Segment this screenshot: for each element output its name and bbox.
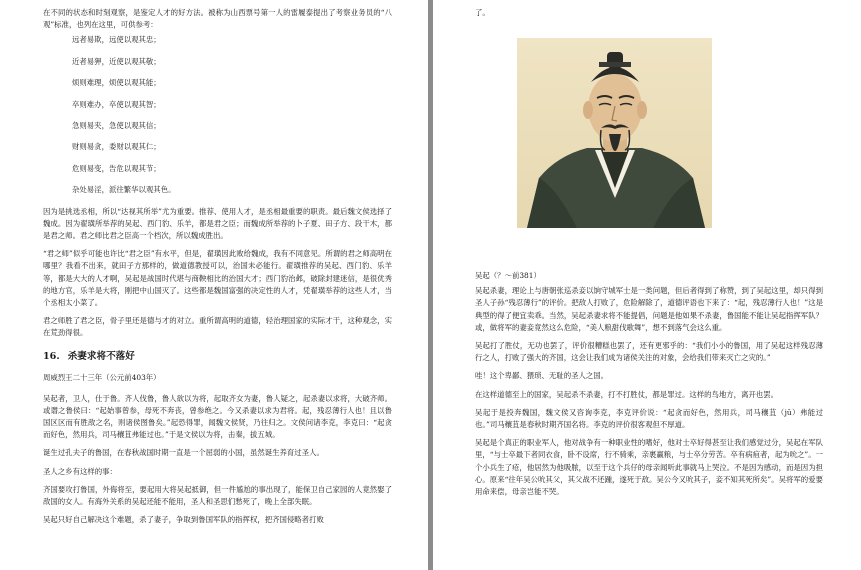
list-item: 财则易贪，委财以观其仁； [72, 142, 161, 152]
list-item: 卒则难办，卒使以观其智； [72, 99, 161, 109]
list-item: 近者易狎，近使以观其敬； [72, 56, 161, 66]
section-title: 杀妻求将不落好 [67, 350, 135, 362]
list-item: 烦则难理，烦使以观其能； [72, 78, 161, 88]
left-page [0, 0, 428, 570]
paragraph: 在这样道德至上的国家，吴起杀不杀妻，打不打胜仗，都是罪过。这样的鸟地方，离开也罢。 [475, 389, 779, 399]
list-item: 危则易变，告危以观其节； [72, 163, 161, 173]
section-date: 周威烈王二十三年（公元前403年） [43, 372, 161, 382]
portrait-caption: 吴起（？～前381） [475, 271, 541, 281]
right-page [433, 0, 861, 570]
paragraph: 吴起于是投奔魏国，魏文侯又咨询李克，李克评价说：“起贪而好色，然用兵，司马穰苴（jū）弗能过也。”司马穰苴是春秋时期齐国名将。李克的评价很客观但不厚道。 [475, 407, 823, 430]
paragraph: 吴起者，卫人，仕于鲁。齐人伐鲁，鲁人欲以为将，起取齐女为妻，鲁人疑之，起杀妻以求将，大破齐师。或谮之鲁侯曰：“起始事曾参，母死不奔丧，曾参绝之。今又杀妻以求为君将。起，残忍薄行人也！且以鲁国区区而有胜敌之名，则诸侯图鲁矣。”起恐得罪，闻魏文侯贤，乃往归之。文侯问诸李克，李克曰：“起贪而好色，然用兵，司马穰苴弗能过也。”于是文侯以为将，击秦，拔五城。 [43, 393, 392, 440]
intro-paragraph: 在不同的状态和时刻观察，是鉴定人才的好方法。被称为山西票号第一人的雷履泰提出了考察业务员的“八观”标准，也列在这里，可供参考： [43, 8, 392, 30]
list-item: 杂处易淫，派往繁华以观其色。 [72, 185, 176, 195]
paragraph: 齐国要攻打鲁国，外侮将至，要起用大将吴起抵御，但一件尴尬的事出现了，能保卫自己家园的人竟然娶了敌国的女人。有海外关系的吴起还能不能用，圣人和圣思们愁死了，晚上全部失眠。 [43, 484, 392, 506]
paragraph: 吴起杀妻，理论上与唐朝张巡杀妾以饷守城军士是一类问题，但后者得到了称赞，到了吴起这里，却只得到圣人子孙“残忍薄行”的评价。把敌人打败了，危险解除了，道德评语也下来了：“起，残忍薄行人也！”这是典型的得了便宜卖乖。当然，吴起杀妻求将不能提倡，问题是他如果不杀妻，鲁国能不能让吴起指挥军队？或，做将军的妻妾竟然这么危险，“美人粮甜伐歌舞”，想不到落气会这么重。 [475, 286, 823, 332]
paragraph: 吴起只好自己解决这个难题，杀了妻子，争取到鲁国军队的指挥权，把齐国侵略者打败 [43, 515, 324, 525]
paragraph: 哇！这个卑鄙、猥琐、无耻的圣人之国。 [475, 371, 609, 381]
continuation-text: 了。 [475, 8, 490, 17]
portrait-illustration [517, 38, 712, 228]
paragraph: 君之师胜了君之臣，骨子里还是德与才的对立。重所谓高明的道德，轻治理国家的实际才干，这种观念，实在荒劲得很。 [43, 316, 392, 338]
list-item: 远者易欺，远使以观其忠； [72, 35, 161, 45]
paragraph: 圣人之乡有这样的事： [43, 466, 117, 476]
paragraph: “君之师”似乎可能也许比“君之臣”有水平，但是，翟璜因此败给魏成，我有不同意见。所谓的君之师高明在哪里？我看不出来，就田子方那样的，做道德教授可以，治国未必能行。翟璜推荐的吴起、西门豹、乐羊等，都是大大的人才啊，吴起是战国时代堪与商鞅相比的治国大才；西门豹治邺，破除封建迷信，是很优秀的地方官，乐羊是大将，刚把中山国灭了。这些都是魏国富强的决定性的人才，凭翟璜举荐的这些人才，当个丞相太小菜了。 [43, 249, 392, 307]
paragraph: 诞生过孔夫子的鲁国，在春秋战国时期一直是一个屈弱的小国，虽然诞生养育过圣人。 [43, 448, 324, 458]
list-item: 急则易夹，急使以观其信； [72, 120, 161, 130]
wu-qi-portrait [517, 38, 712, 228]
paragraph: 吴起是个真正的职业军人，他对战争有一种职业性的嗜好，他对士卒好得甚至让我们感觉过分，吴起在军队里，“与士卒最下者同衣食，卧不设席，行不骑乘，亲裹赢粮，与士卒分劳苦。卒有病疽者，起为吮之”。一个小兵生了疮，他居然为他吸脓，以至于这个兵仔的母亲闻听此事就马上哭泣。不是因为感动，而是因为担心。原来“往年吴公吮其父，其父战不还踵，遂死于敌。吴公今又吮其子，妾不知其死所矣”。吴将军的爱要用命来偿，母亲岂能不哭。 [475, 438, 823, 497]
paragraph: 因为是挑选丞相，所以“达视其所举”尤为重要。推荐、使用人才，是丞相最重要的职责。最后魏文侯选择了魏成。因为翟璜所举荐的吴起、西门豹、乐羊，都是君之臣；而魏成所举荐的卜子夏、田子方、段干木，都是君之师。君之师比君之臣高一个档次，所以魏成胜出。 [43, 206, 392, 240]
section-number: 16. [43, 350, 60, 362]
section-heading [43, 348, 392, 362]
eight-observations-list [43, 34, 392, 196]
paragraph: 吴起打了胜仗，无功也罢了，评价很糟糕也罢了，还有更邪乎的：“我们小小的鲁国，用了吴起这样残忍薄行之人，打败了强大的齐国，这会让我们成为诸侯关注的对象，会给我们带来灭亡之灾的。” [475, 341, 823, 363]
